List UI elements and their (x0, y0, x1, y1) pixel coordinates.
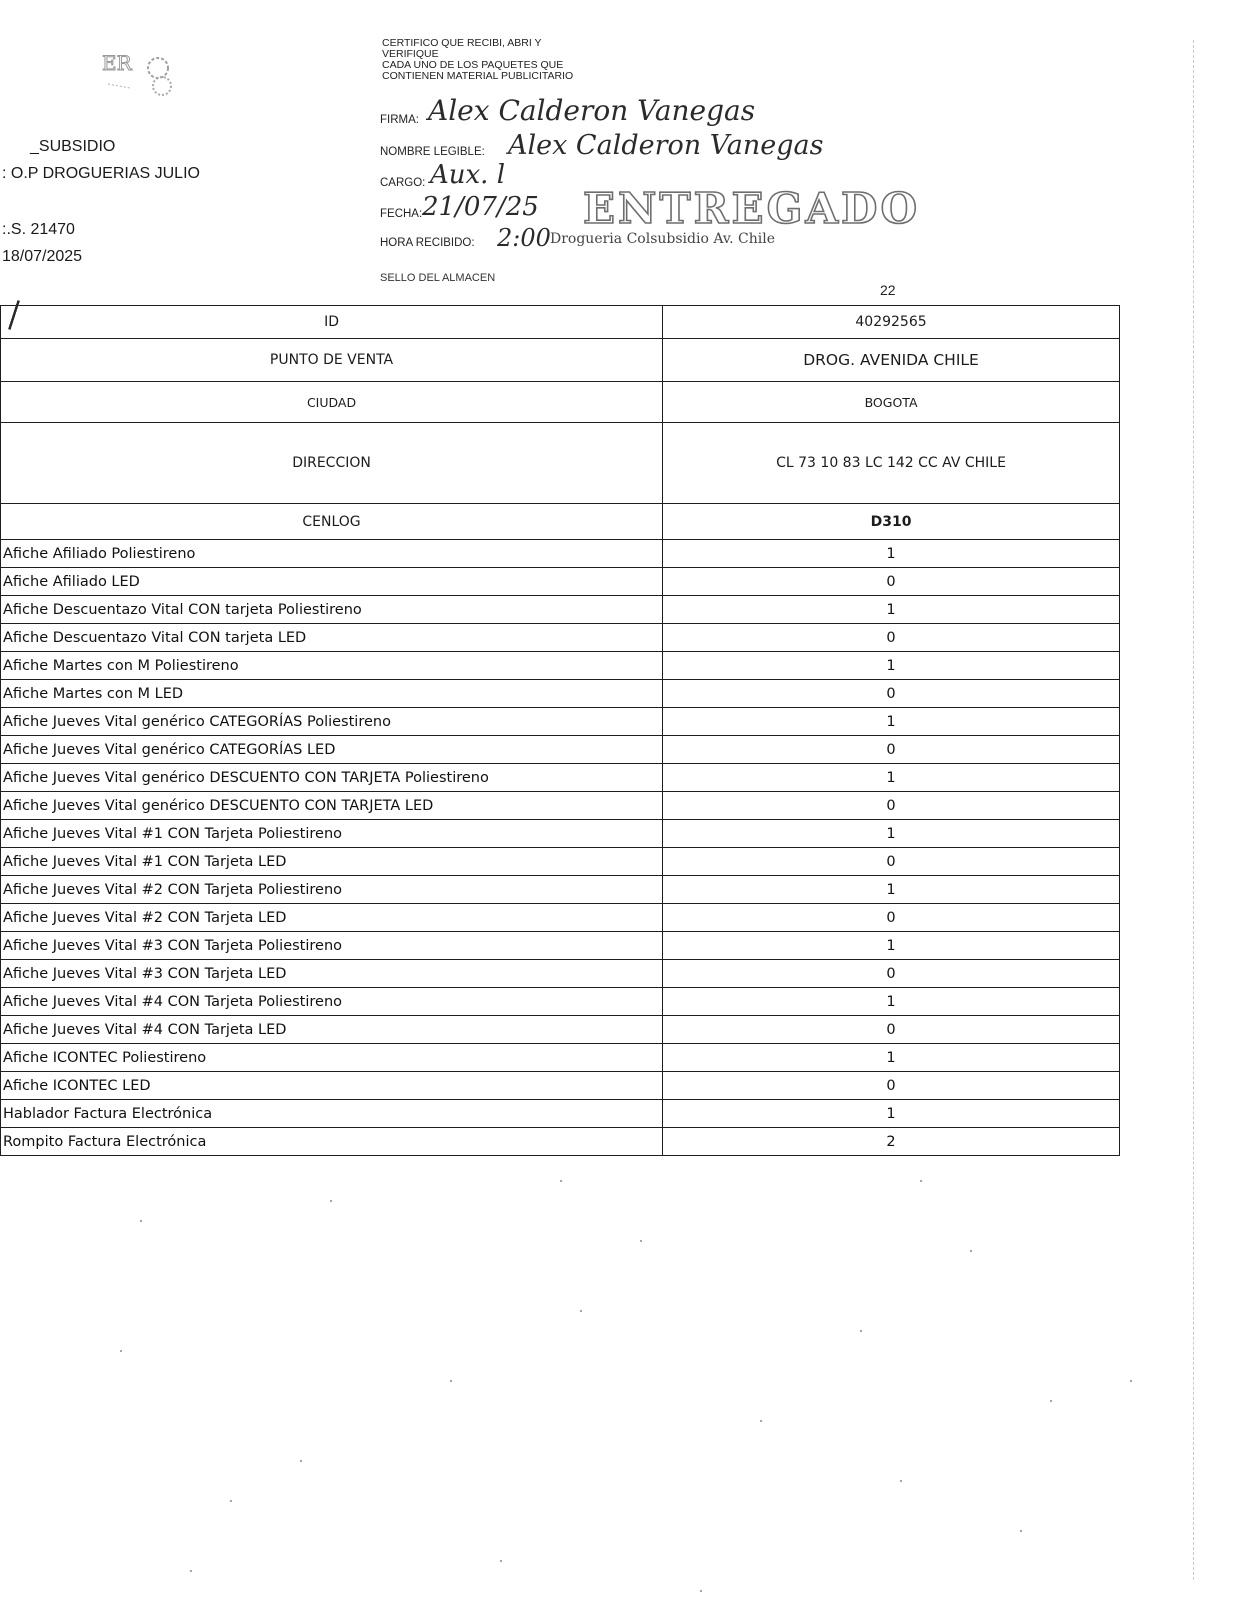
item-qty: 2 (886, 1133, 896, 1150)
scan-edge (1192, 40, 1194, 1580)
program-name: : O.P DROGUERIAS JULIO (2, 165, 200, 182)
certificate-line: CADA UNO DE LOS PAQUETES QUE (382, 59, 564, 71)
item-name: Hablador Factura Electrónica (1, 1100, 663, 1128)
info-row-ciudad (1, 382, 1120, 423)
item-qty-cell (663, 540, 1120, 568)
info-row-cenlog (1, 504, 1120, 540)
item-qty-cell (663, 1016, 1120, 1044)
item-row (1, 568, 1120, 596)
item-name: Afiche Jueves Vital #2 CON Tarjeta LED (1, 904, 663, 932)
item-name: Afiche Jueves Vital genérico CATEGORÍAS Poliestireno (1, 708, 663, 736)
entity-name: _SUBSIDIO (30, 138, 116, 155)
speck (1130, 1380, 1132, 1382)
item-qty-cell (663, 736, 1120, 764)
item-name: Afiche Martes con M LED (1, 680, 663, 708)
speck (700, 1590, 702, 1592)
logo-mark-icon (100, 48, 180, 100)
item-qty: 1 (886, 1049, 896, 1066)
item-row (1, 680, 1120, 708)
cargo-label: CARGO: (380, 177, 426, 189)
document-date: 18/07/2025 (2, 248, 83, 265)
item-row (1, 652, 1120, 680)
item-qty-cell (663, 932, 1120, 960)
item-qty-cell (663, 596, 1120, 624)
item-name: Rompito Factura Electrónica (1, 1128, 663, 1156)
item-name: Afiche Jueves Vital #3 CON Tarjeta LED (1, 960, 663, 988)
item-name: Afiche Jueves Vital #4 CON Tarjeta LED (1, 1016, 663, 1044)
item-qty: 0 (886, 629, 896, 646)
item-qty: 1 (886, 993, 896, 1010)
hora-handwriting: 2:00 (497, 224, 551, 252)
item-qty-cell (663, 820, 1120, 848)
item-row (1, 736, 1120, 764)
item-qty: 1 (886, 825, 896, 842)
item-name: Afiche Jueves Vital #1 CON Tarjeta LED (1, 848, 663, 876)
hora-label: HORA RECIBIDO: (380, 237, 475, 249)
speck (500, 1560, 502, 1562)
sello-label: SELLO DEL ALMACEN (380, 272, 496, 284)
item-row (1, 848, 1120, 876)
item-qty: 0 (886, 965, 896, 982)
item-qty-cell (663, 1072, 1120, 1100)
item-qty-cell (663, 904, 1120, 932)
item-qty: 1 (886, 545, 896, 562)
item-name: Afiche Jueves Vital #4 CON Tarjeta Poliestireno (1, 988, 663, 1016)
item-name: Afiche Descuentazo Vital CON tarjeta Poliestireno (1, 596, 663, 624)
info-value: 40292565 (663, 306, 1120, 339)
zone-number: 22 (880, 282, 896, 298)
speck (190, 1570, 192, 1572)
speck (120, 1350, 122, 1352)
item-name: Afiche ICONTEC Poliestireno (1, 1044, 663, 1072)
speck (230, 1500, 232, 1502)
item-qty: 0 (886, 1021, 896, 1038)
item-qty-cell (663, 792, 1120, 820)
certificate-line: CONTIENEN MATERIAL PUBLICITARIO (382, 70, 574, 82)
certificate-line: VERIFIQUE (382, 48, 439, 60)
speck (450, 1380, 452, 1382)
item-qty-cell (663, 624, 1120, 652)
delivered-stamp: ENTREGADO (583, 184, 921, 233)
item-row (1, 820, 1120, 848)
item-row (1, 708, 1120, 736)
speck (560, 1180, 562, 1182)
item-name: Afiche Afiliado Poliestireno (1, 540, 663, 568)
item-row (1, 1128, 1120, 1156)
document-code: :.S. 21470 (2, 221, 75, 238)
speck (1050, 1400, 1052, 1402)
firma-label: FIRMA: (380, 114, 419, 126)
item-name: Afiche Martes con M Poliestireno (1, 652, 663, 680)
speck (970, 1250, 972, 1252)
item-qty-cell (663, 568, 1120, 596)
svg-text:ER: ER (102, 51, 132, 75)
item-name: Afiche Jueves Vital #2 CON Tarjeta Poliestireno (1, 876, 663, 904)
item-qty: 0 (886, 1077, 896, 1094)
item-qty-cell (663, 960, 1120, 988)
speck (860, 1330, 862, 1332)
item-name: Afiche Jueves Vital #1 CON Tarjeta Poliestireno (1, 820, 663, 848)
item-qty: 1 (886, 657, 896, 674)
item-qty-cell (663, 988, 1120, 1016)
info-label: ID (1, 306, 663, 339)
fecha-label: FECHA: (380, 208, 423, 220)
item-qty-cell (663, 652, 1120, 680)
nombre-handwriting: Alex Calderon Vanegas (508, 130, 824, 161)
speck (580, 1310, 582, 1312)
speck (1020, 1530, 1022, 1532)
speck (140, 1220, 142, 1222)
info-label: DIRECCION (1, 423, 663, 504)
info-label: PUNTO DE VENTA (1, 339, 663, 382)
fecha-handwriting: 21/07/25 (422, 192, 539, 222)
info-row-id (1, 306, 1120, 339)
item-qty-cell (663, 848, 1120, 876)
item-qty-cell (663, 1100, 1120, 1128)
nombre-label: NOMBRE LEGIBLE: (380, 146, 485, 158)
item-qty: 1 (886, 769, 896, 786)
item-name: Afiche Jueves Vital genérico CATEGORÍAS LED (1, 736, 663, 764)
item-row (1, 540, 1120, 568)
item-qty: 0 (886, 797, 896, 814)
info-value: CL 73 10 83 LC 142 CC AV CHILE (663, 423, 1120, 504)
stamp-store-text: Drogueria Colsubsidio Av. Chile (550, 231, 775, 247)
item-name: Afiche Descuentazo Vital CON tarjeta LED (1, 624, 663, 652)
item-row (1, 932, 1120, 960)
info-row-direccion (1, 423, 1120, 504)
item-row (1, 876, 1120, 904)
item-qty-cell (663, 708, 1120, 736)
item-row (1, 624, 1120, 652)
info-value: DROG. AVENIDA CHILE (663, 339, 1120, 382)
cargo-handwriting: Aux. l (430, 160, 506, 190)
item-row (1, 960, 1120, 988)
item-name: Afiche Jueves Vital genérico DESCUENTO CON TARJETA LED (1, 792, 663, 820)
speck (920, 1180, 922, 1182)
certificate-text (382, 38, 642, 82)
item-row (1, 1072, 1120, 1100)
item-row (1, 764, 1120, 792)
item-row (1, 988, 1120, 1016)
info-value: D310 (663, 504, 1120, 540)
item-qty: 0 (886, 853, 896, 870)
item-qty: 1 (886, 1105, 896, 1122)
item-qty: 0 (886, 685, 896, 702)
item-rows (1, 540, 1120, 1156)
info-value: BOGOTA (663, 382, 1120, 423)
item-row (1, 596, 1120, 624)
speck (300, 1460, 302, 1462)
item-qty: 1 (886, 881, 896, 898)
firma-signature: Alex Calderon Vanegas (428, 94, 756, 127)
info-row-punto-de-venta (1, 339, 1120, 382)
item-qty: 1 (886, 937, 896, 954)
item-qty: 1 (886, 601, 896, 618)
item-row (1, 1100, 1120, 1128)
item-name: Afiche Jueves Vital genérico DESCUENTO CON TARJETA Poliestireno (1, 764, 663, 792)
speck (900, 1480, 902, 1482)
speck (330, 1200, 332, 1202)
item-qty: 1 (886, 713, 896, 730)
speck (640, 1240, 642, 1242)
item-row (1, 904, 1120, 932)
item-name: Afiche Afiliado LED (1, 568, 663, 596)
item-row (1, 1044, 1120, 1072)
info-label: CIUDAD (1, 382, 663, 423)
item-qty: 0 (886, 573, 896, 590)
item-qty-cell (663, 764, 1120, 792)
item-name: Afiche Jueves Vital #3 CON Tarjeta Poliestireno (1, 932, 663, 960)
item-qty-cell (663, 1044, 1120, 1072)
speck (760, 1420, 762, 1422)
item-qty-cell (663, 680, 1120, 708)
item-qty: 0 (886, 741, 896, 758)
item-qty-cell (663, 1128, 1120, 1156)
item-row (1, 1016, 1120, 1044)
certificate-line: CERTIFICO QUE RECIBI, ABRI Y (382, 37, 542, 49)
item-row (1, 792, 1120, 820)
company-logo (100, 48, 180, 100)
item-qty-cell (663, 876, 1120, 904)
item-name: Afiche ICONTEC LED (1, 1072, 663, 1100)
delivery-table (0, 305, 1120, 1156)
info-label: CENLOG (1, 504, 663, 540)
item-qty: 0 (886, 909, 896, 926)
